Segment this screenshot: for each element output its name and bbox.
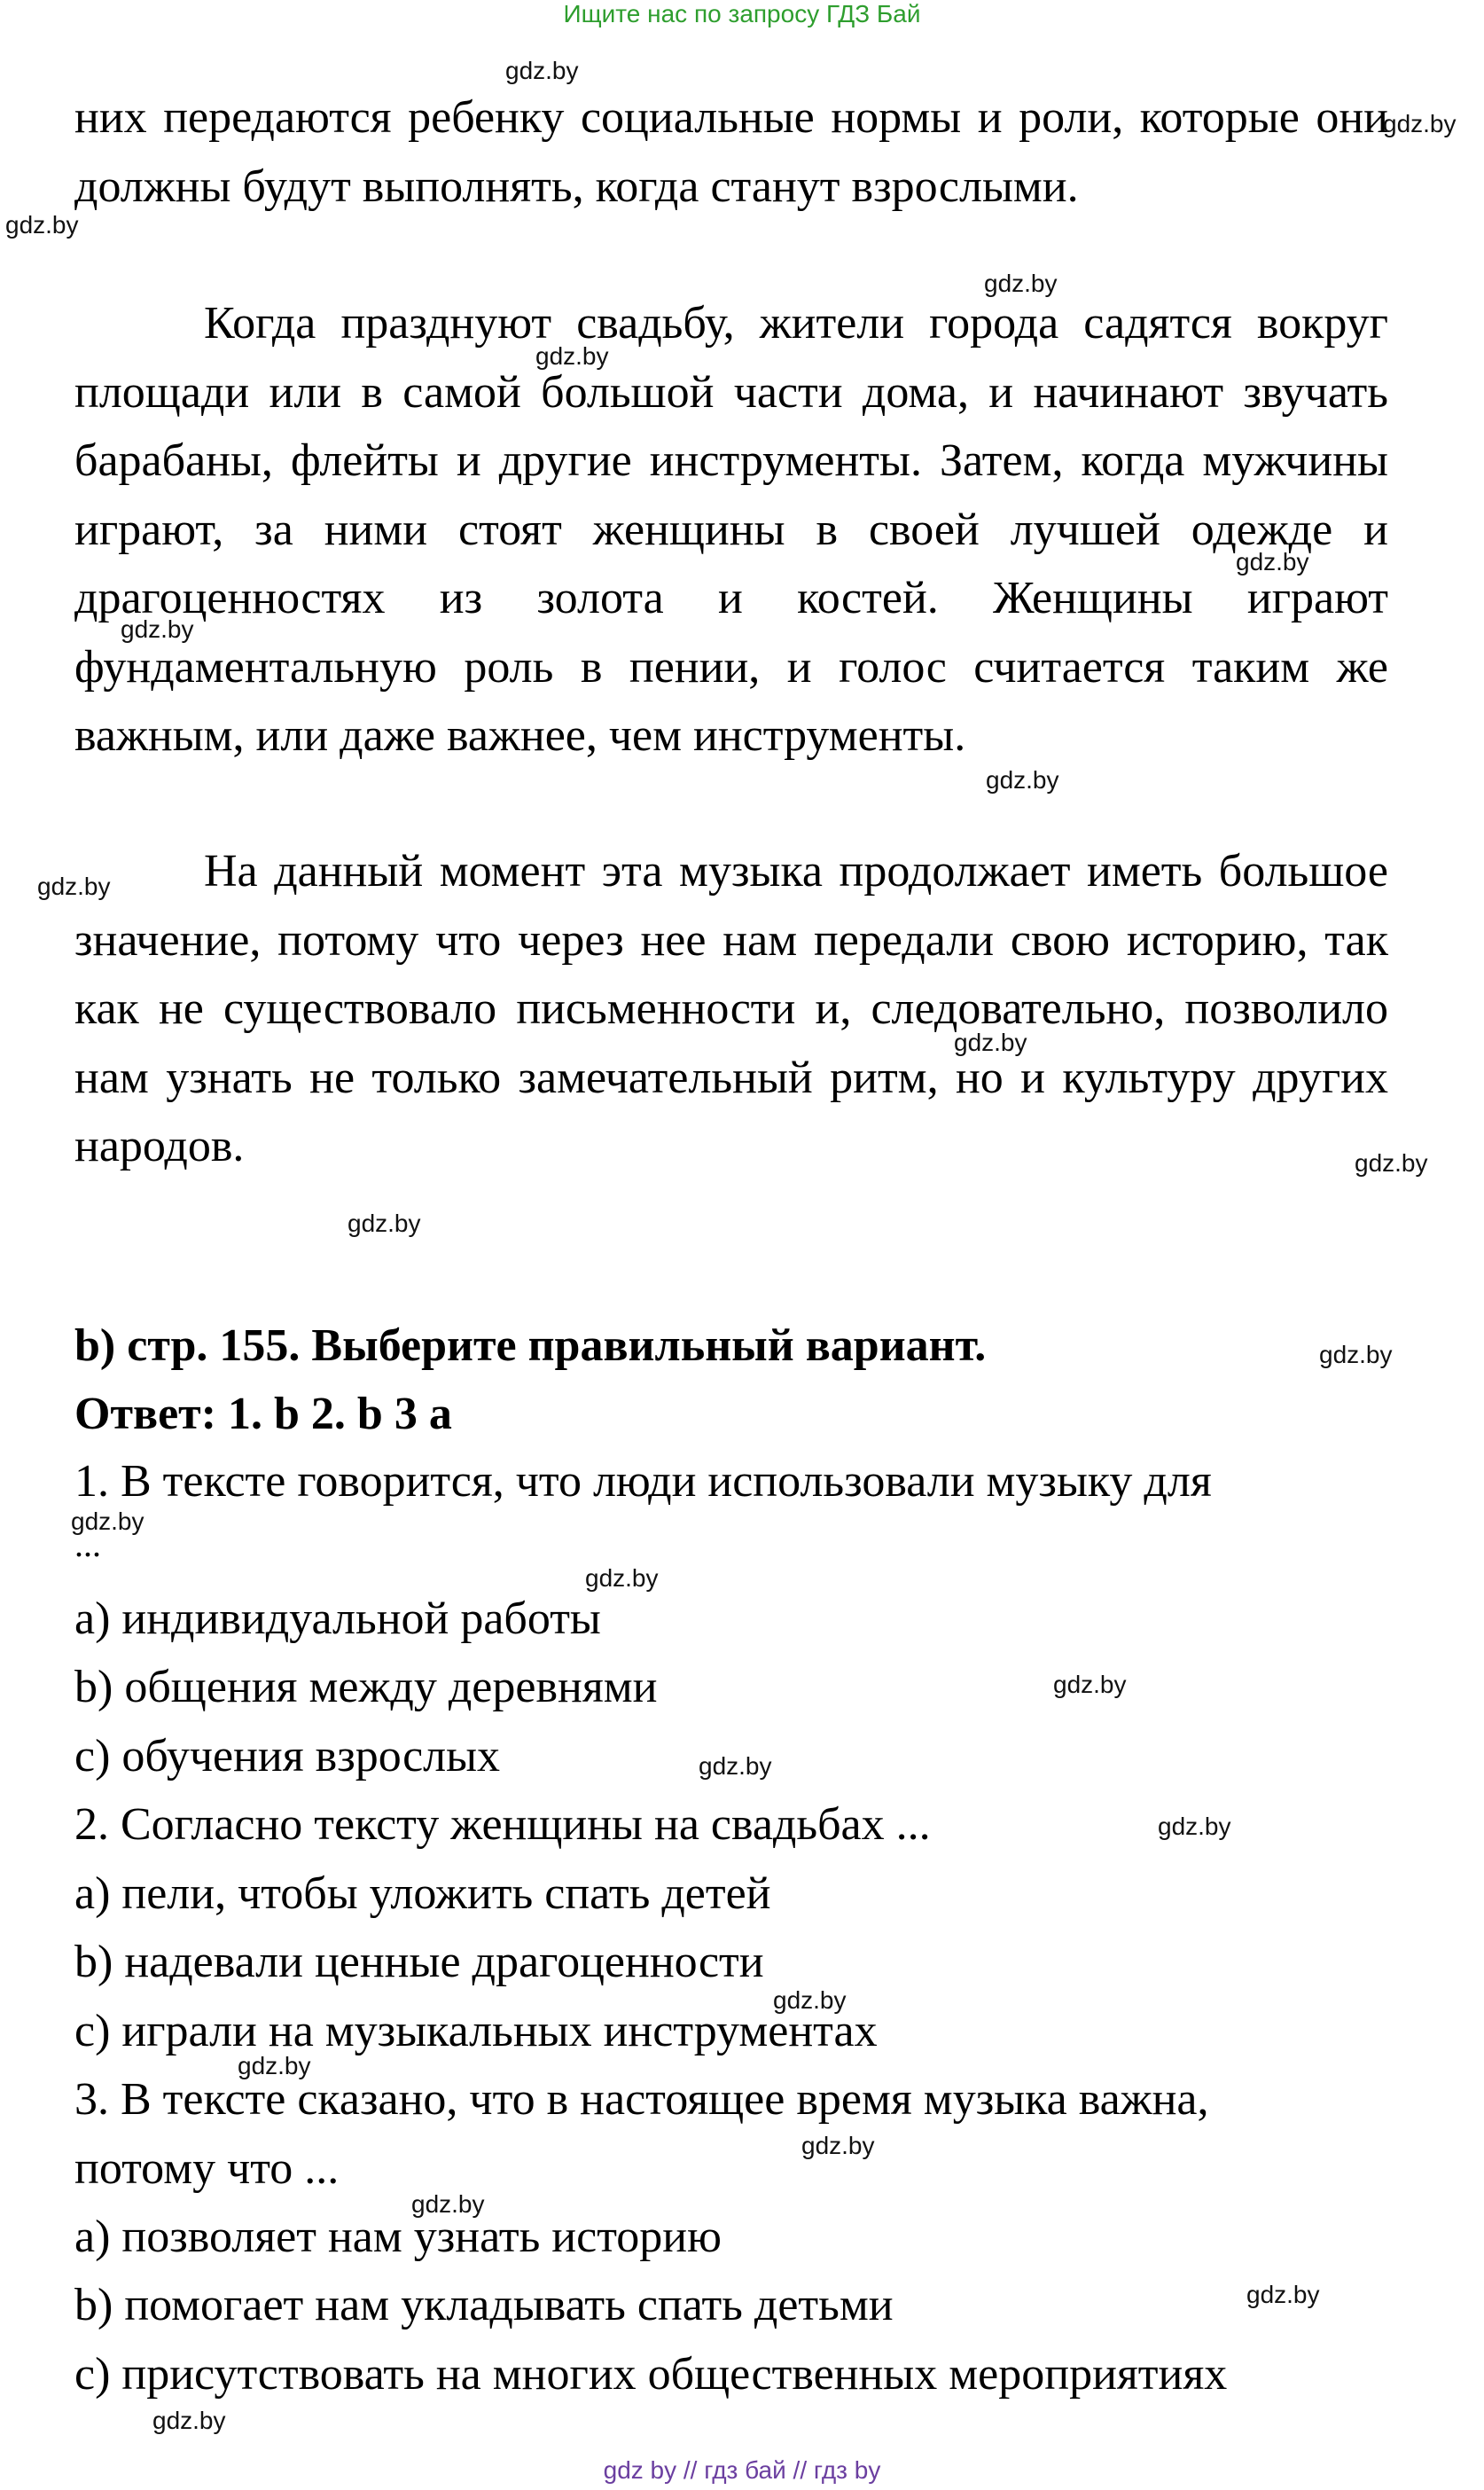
watermark: gdz.by [1319,1341,1393,1368]
task-heading: b) стр. 155. Выберите правильный вариант. [74,1320,987,1371]
paragraph-3: На данный момент эта музыка продолжает иметь большое значение, потому что через нее нам передали свою историю, так как не существовало письменности и, следовательно, позволило нам узнать не только замечательный ритм, но и культуру других народов. [74,846,1388,1171]
watermark: gdz.by [801,2132,875,2159]
footer-links[interactable]: gdz by // гдз бай // гдз by [603,2456,881,2484]
q2-option-a: a) пели, чтобы уложить спать детей [74,1868,771,1919]
watermark: gdz.by [984,270,1058,297]
watermark: gdz.by [1158,1813,1231,1840]
q3-option-c: c) присутствовать на многих общественных мероприятиях [74,2349,1228,2400]
watermark: gdz.by [1053,1671,1127,1698]
question-1: 1. В тексте говорится, что люди использовали музыку для [74,1456,1212,1507]
question-2: 2. Согласно тексту женщины на свадьбах ... [74,1799,931,1850]
q2-option-c: c) играли на музыкальных инструментах [74,2006,878,2056]
q2-option-b: b) надевали ценные драгоценности [74,1937,764,1987]
watermark: gdz.by [37,873,111,900]
q1-option-a: a) индивидуальной работы [74,1593,601,1644]
q1-option-c: c) обучения взрослых [74,1731,501,1781]
watermark: gdz.by [1246,2281,1320,2308]
paragraph-1: них передаются ребенку социальные нормы и роли, которые они должны будут выполнять, когда станут взрослыми. [74,92,1388,212]
q1-option-b: b) общения между деревнями [74,1662,658,1712]
site-banner[interactable]: Ищите нас по запросу ГДЗ Бай [563,0,921,27]
watermark: gdz.by [1355,1149,1428,1177]
watermark: gdz.by [585,1564,659,1592]
watermark: gdz.by [699,1752,772,1780]
watermark: gdz.by [238,2052,311,2079]
watermark: gdz.by [773,1986,847,2014]
question-3: 3. В тексте сказано, что в настоящее время музыка важна, [74,2074,1209,2125]
watermark: gdz.by [152,2407,226,2434]
watermark: gdz.by [1236,548,1309,576]
watermark: gdz.by [535,342,609,370]
watermark: gdz.by [986,766,1059,794]
q3-option-b: b) помогает нам укладывать спать детьми [74,2280,894,2330]
watermark: gdz.by [1383,110,1457,137]
paragraph-2: Когда празднуют свадьбу, жители города садятся вокруг площади или в самой большой части дома, и начинают звучать барабаны, флейты и другие инструменты. Затем, когда мужчины играют, за ними стоят женщины в своей лучшей одежде и драгоценностях из золота и костей. Женщины играют фундаментальную роль в пении, и голос считается таким же важным, или даже важнее, чем инструменты. [74,298,1388,761]
question-1-cont: ... [74,1524,101,1564]
watermark: gdz.by [411,2190,485,2218]
watermark: gdz.by [121,615,194,643]
watermark: gdz.by [348,1210,421,1237]
watermark: gdz.by [954,1029,1027,1056]
watermark: gdz.by [505,57,579,84]
q3-option-a: a) позволяет нам узнать историю [74,2212,722,2262]
question-3-cont: потому что ... [74,2143,340,2194]
answer-line: Ответ: 1. b 2. b 3 a [74,1389,452,1439]
watermark: gdz.by [71,1507,144,1535]
watermark: gdz.by [5,211,79,239]
